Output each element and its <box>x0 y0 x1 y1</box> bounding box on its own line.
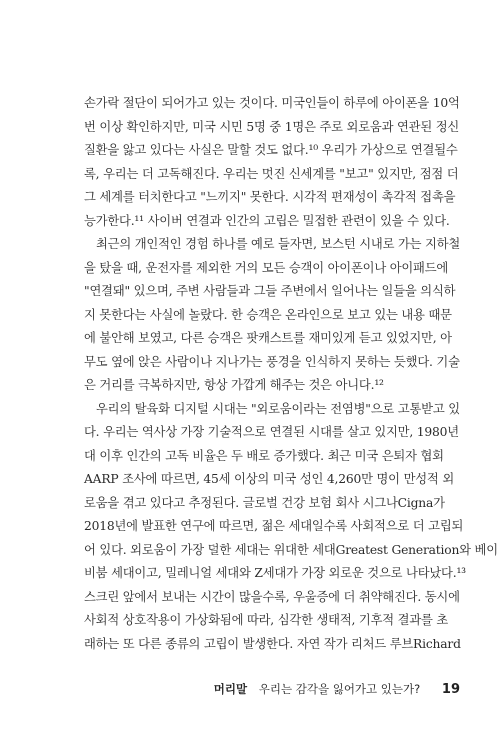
text-line: 2018년에 발표한 연구에 따르면, 젊은 세대일수록 사회적으로 더 고립되 <box>84 519 464 533</box>
text-line: 번 이상 확인하지만, 미국 시민 5명 중 1명은 주로 외로움과 연관된 정신 <box>84 119 460 134</box>
text-line: 그 세계를 터치한다고 "느끼지" 못한다. 시각적 편재성이 촉각적 접촉을 <box>84 190 456 204</box>
text-line: 손가락 절단이 되어가고 있는 것이다. 미국인들이 하루에 아이폰을 10억 <box>84 96 460 110</box>
text-line: 최근의 개인적인 경험 하나를 예로 들자면, 보스턴 시내로 가는 지하철 <box>96 237 461 251</box>
footer-chapter-title: 우리는 감각을 잃어가고 있는가? <box>258 682 421 696</box>
text-line: 비붐 세대이고, 밀레니얼 세대와 Z세대가 가장 외로운 것으로 나타났다.¹³ <box>84 566 466 580</box>
text-line: 다. 우리는 역사상 가장 기술적으로 연결된 시대를 살고 있지만, 1980년 <box>84 425 459 439</box>
text-line: 사회적 상호작용이 가상화됨에 따라, 심각한 생태적, 기후적 결과를 초 <box>84 613 449 627</box>
text-line: 질환을 앓고 있다는 사실은 말할 것도 없다.¹⁰ 우리가 가상으로 연결될수 <box>84 143 458 157</box>
page-body <box>84 92 498 656</box>
text-line: 지 못한다는 사실에 놀랐다. 한 승객은 온라인으로 보고 있는 내용 때문 <box>84 307 452 322</box>
text-line: 에 불안해 보였고, 다른 승객은 팟캐스트를 재미있게 듣고 있었지만, 아 <box>84 331 452 345</box>
text-line: 은 거리를 극복하지만, 항상 가깝게 해주는 것은 아니다.¹² <box>84 378 384 392</box>
text-line: AARP 조사에 따르면, 45세 이상의 미국 성인 4,260만 명이 만성적 외 <box>84 472 454 486</box>
text-line: 록, 우리는 더 고독해진다. 우리는 멋진 신세계를 "보고" 있지만, 점점 더 <box>84 166 459 181</box>
text-line: 대 이후 인간의 고독 비율은 두 배로 증가했다. 최근 미국 은퇴자 협회 <box>84 448 444 463</box>
text-line: 능가한다.¹¹ 사이버 연결과 인간의 고립은 밀접한 관련이 있을 수 있다. <box>84 213 450 228</box>
text-line: 을 탔을 때, 운전자를 제외한 거의 모든 승객이 아이폰이나 아이패드에 <box>84 260 449 275</box>
text-line: 무도 옆에 앉은 사람이나 지나가는 풍경을 인식하지 못하는 듯했다. 기술 <box>84 354 460 369</box>
text-line: "연결돼" 있으며, 주변 사람들과 그들 주변에서 일어나는 일들을 의식하 <box>84 284 456 298</box>
text-line: 우리의 탈육화 디지털 시대는 "외로움이라는 전염병"으로 고통받고 있 <box>96 401 460 416</box>
paragraph-3 <box>84 398 498 657</box>
text-line: 스크린 앞에서 보내는 시간이 많을수록, 우울증에 더 취약해진다. 동시에 <box>84 589 460 604</box>
text-line: 로움을 겪고 있다고 추정된다. 글로벌 건강 보험 회사 시그나Cigna가 <box>84 495 445 510</box>
text-line: 래하는 또 다른 종류의 고립이 발생한다. 자연 작가 리처드 루브Richard <box>84 636 461 651</box>
paragraph-2 <box>84 233 461 398</box>
running-footer <box>84 681 460 701</box>
page-number: 19 <box>441 682 460 697</box>
footer-section-title: 머리말 <box>213 682 248 696</box>
paragraph-1 <box>84 92 460 233</box>
text-line: 어 있다. 외로움이 가장 덜한 세대는 위대한 세대Greatest Generation와 베이 <box>84 542 498 557</box>
